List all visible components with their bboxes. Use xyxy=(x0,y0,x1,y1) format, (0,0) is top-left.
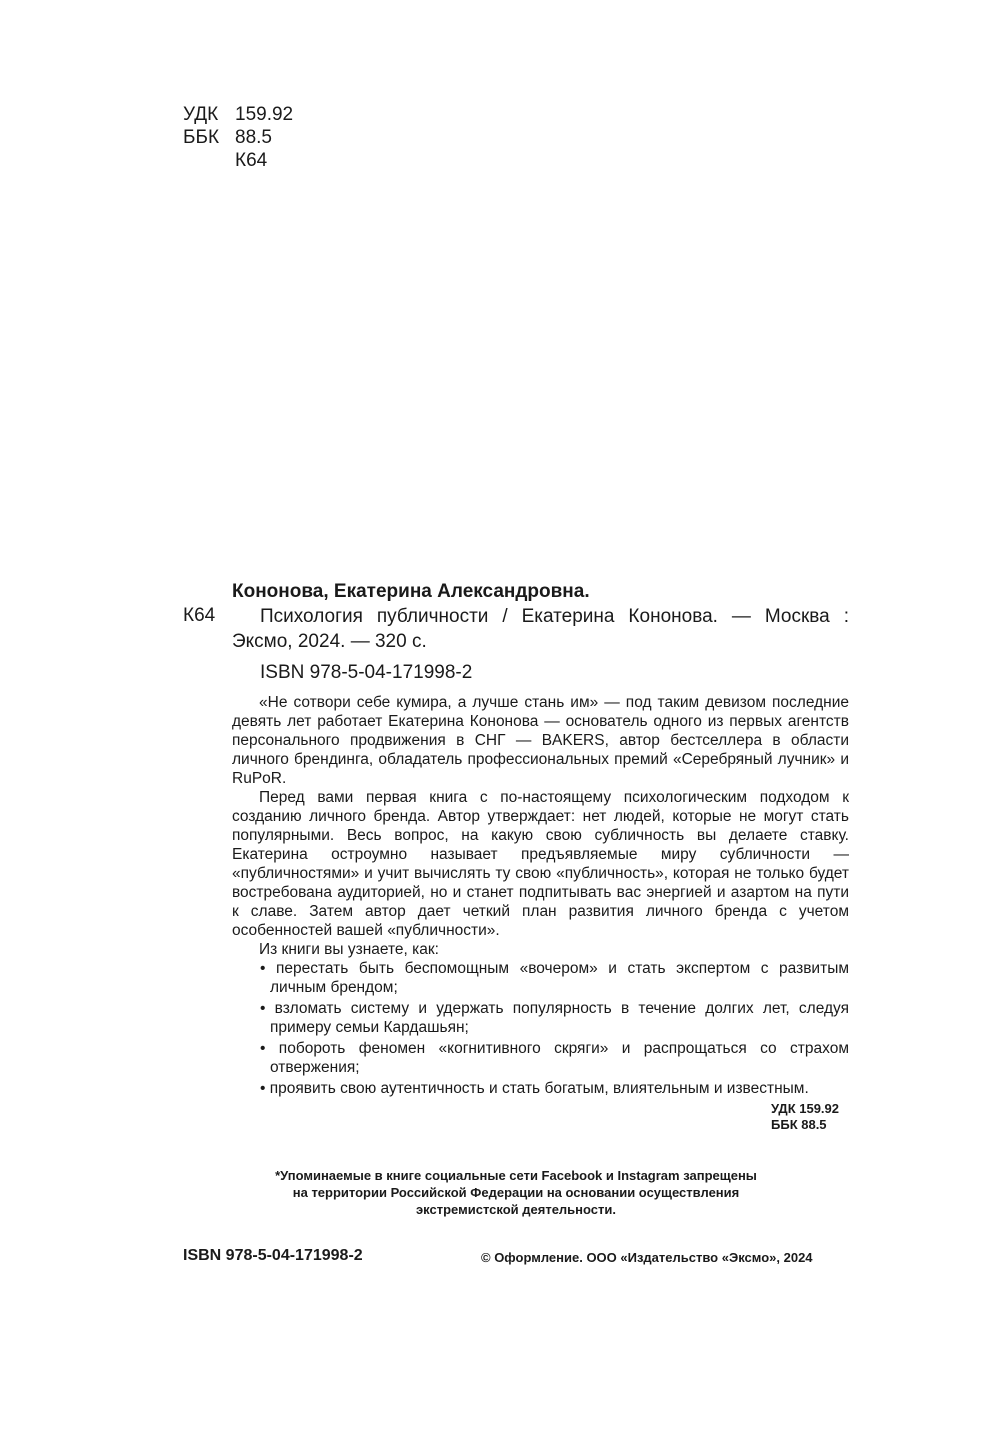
bottom-codes xyxy=(771,1101,839,1133)
annotation-intro: Из книги вы узнаете, как: xyxy=(259,941,439,958)
list-item: • перестать быть беспомощным «вочером» и стать экспертом с развитым личным брендом; xyxy=(260,960,849,996)
record-author: Кононова, Екатерина Александровна. xyxy=(232,581,590,602)
bbk-row xyxy=(183,126,293,149)
udk-label: УДК xyxy=(183,104,219,125)
bbk-value: 88.5 xyxy=(235,127,272,148)
bottom-bbk: ББК 88.5 xyxy=(771,1117,827,1132)
annotation-paragraph-2: Перед вами первая книга с по-настоящему психологическим подходом к созданию личного бренда. Автор утверждает: нет людей, которые не могут стать популярными. Весь вопрос, на какую свою субличность вы делаете ставку. Екатерина остроумно называет предъявляемые миру субличности — «публичностями» и учит вычислять ту свою «публичность», которая не только будет востребована аудиторией, но и станет подпитывать вас энергией и азартом на пути к славе. Затем автор дает четкий план развития личного бренда с учетом особенностей вашей «публичности». xyxy=(232,789,849,939)
title-line-2: Эксмо, 2024. — 320 с. xyxy=(232,631,427,652)
record-isbn: ISBN 978-5-04-171998-2 xyxy=(260,662,473,683)
record-title xyxy=(232,604,849,654)
list-item: • проявить свою аутентичность и стать богатым, влиятельным и известным. xyxy=(260,1080,809,1097)
author-mark-row xyxy=(183,149,293,172)
notice-line-1: *Упоминаемые в книге социальные сети Facebook и Instagram запрещены xyxy=(275,1168,757,1183)
bottom-udk: УДК 159.92 xyxy=(771,1101,839,1116)
footer-isbn: ISBN 978-5-04-171998-2 xyxy=(183,1247,363,1264)
legal-notice xyxy=(183,1167,849,1218)
udk-value: 159.92 xyxy=(235,104,294,125)
list-item: • взломать систему и удержать популярность в течение долгих лет, следуя примеру семьи Кардашьян; xyxy=(260,1000,849,1036)
notice-line-2: на территории Российской Федерации на основании осуществления xyxy=(292,1185,740,1200)
notice-line-3: экстремистской деятельности. xyxy=(416,1202,616,1217)
author-mark: К64 xyxy=(235,150,268,171)
udk-row xyxy=(183,103,293,126)
annotation-paragraph-1: «Не сотвори себе кумира, а лучше стань им» — под таким девизом последние девять лет работает Екатерина Кононова — основатель одного из первых агентств персонального продвижения в СНГ — BAKERS, автор бестселлера в области личного брендинга, обладатель профессиональных премий «Серебряный лучник» и RuPoR. xyxy=(232,694,849,787)
footer-copyright: © Оформление. ООО «Издательство «Эксмо», 2024 xyxy=(481,1250,813,1265)
list-item: • побороть феномен «когнитивного скряги» и распрощаться со страхом отвержения; xyxy=(260,1040,849,1076)
classification-codes xyxy=(183,103,293,172)
bbk-label: ББК xyxy=(183,127,220,148)
annotation xyxy=(232,693,849,1100)
title-line-1: Психология публичности / Екатерина Кононова. — Москва : xyxy=(260,606,849,627)
annotation-list xyxy=(232,959,849,1098)
record-mark: К64 xyxy=(183,605,216,626)
